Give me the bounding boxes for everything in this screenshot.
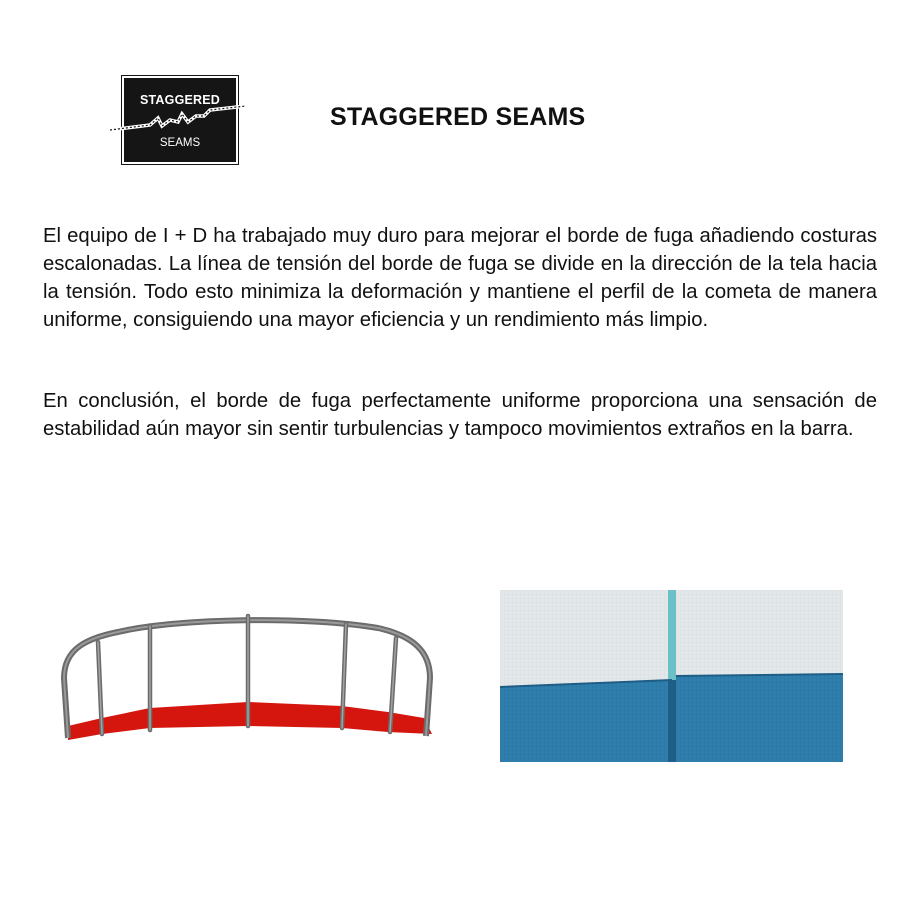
- seam-zigzag-icon: [110, 70, 246, 170]
- staggered-seams-logo: [110, 70, 246, 170]
- fabric-seam-photo: [500, 590, 843, 762]
- paragraph-intro: El equipo de I + D ha trabajado muy duro para mejorar el borde de fuga añadiendo costuras escalonadas. La línea de tensión del borde de fuga se divide en la dirección de la tela hacia la tensión. Todo esto minimiza la deformación y mantiene el perfil de la cometa de manera uniforme, consiguiendo una mayor eficiencia y un rendimiento más limpio.: [43, 225, 877, 331]
- kite-diagram: [58, 608, 442, 748]
- fabric-blue-panel-right: [676, 674, 843, 762]
- page-title: STAGGERED SEAMS: [330, 103, 586, 131]
- fabric-blue-panel-left: [500, 680, 672, 762]
- paragraph-conclusion: En conclusión, el borde de fuga perfectamente uniforme proporciona una sensación de estabilidad aún mayor sin sentir turbulencias y tampoco movimientos extraños en la barra.: [43, 390, 877, 440]
- vertical-seam: [668, 590, 676, 682]
- logo-text-bottom: SEAMS: [159, 137, 201, 149]
- logo-text-top: STAGGERED: [139, 93, 221, 107]
